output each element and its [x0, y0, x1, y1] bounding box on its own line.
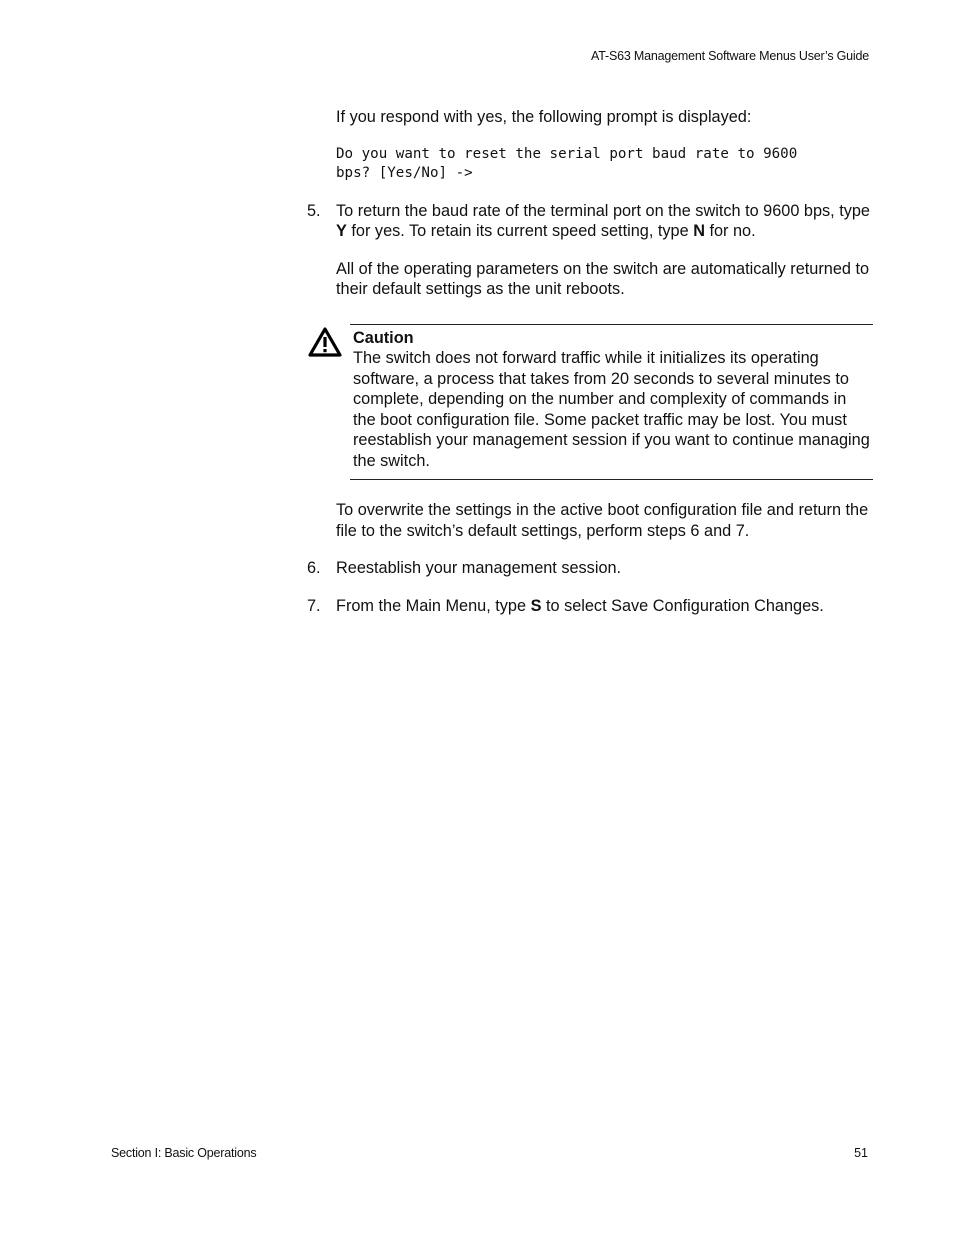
step-number: 6.: [307, 559, 321, 577]
step-5: 5. To return the baud rate of the terminal port on the switch to 9600 bps, type Y for yes. To retain its current speed setting, type N for no.: [307, 201, 870, 240]
page-number: 51: [854, 1146, 868, 1160]
caution-title: Caution: [353, 328, 414, 347]
footer-section: Section I: Basic Operations: [111, 1146, 257, 1160]
step-number: 7.: [307, 596, 321, 615]
caution-box: [350, 324, 873, 481]
key-n: N: [693, 222, 705, 240]
step-5-note: All of the operating parameters on the switch are automatically returned to their default settings as the unit reboots.: [336, 259, 870, 298]
warning-triangle-icon: [308, 327, 342, 357]
step-number: 5.: [307, 201, 321, 220]
step-6: 6. Reestablish your management session.: [307, 559, 622, 577]
overwrite-note: To overwrite the settings in the active boot configuration file and return the file to the switch’s default settings, perform steps 6 and 7.: [336, 501, 869, 540]
intro-text: If you respond with yes, the following prompt is displayed:: [336, 108, 752, 126]
page-content: [307, 107, 876, 616]
code-prompt: [336, 145, 876, 184]
key-y: Y: [336, 222, 347, 240]
code-line-2: bps? [Yes/No] ->: [336, 165, 473, 181]
running-header: AT-S63 Management Software Menus User’s Guide: [591, 49, 869, 63]
key-s: S: [530, 596, 542, 615]
step-7: 7. From the Main Menu, type S to select Save Configuration Changes.: [307, 596, 824, 615]
caution-body: The switch does not forward traffic while it initializes its operating software, a process that takes from 20 seconds to several minutes to complete, depending on the number and complexity of commands in the boot configuration file. Some packet traffic may be lost. You must reestablish your management session if you want to continue managing the switch.: [353, 349, 870, 470]
code-line-1: Do you want to reset the serial port baud rate to 9600: [336, 145, 798, 162]
